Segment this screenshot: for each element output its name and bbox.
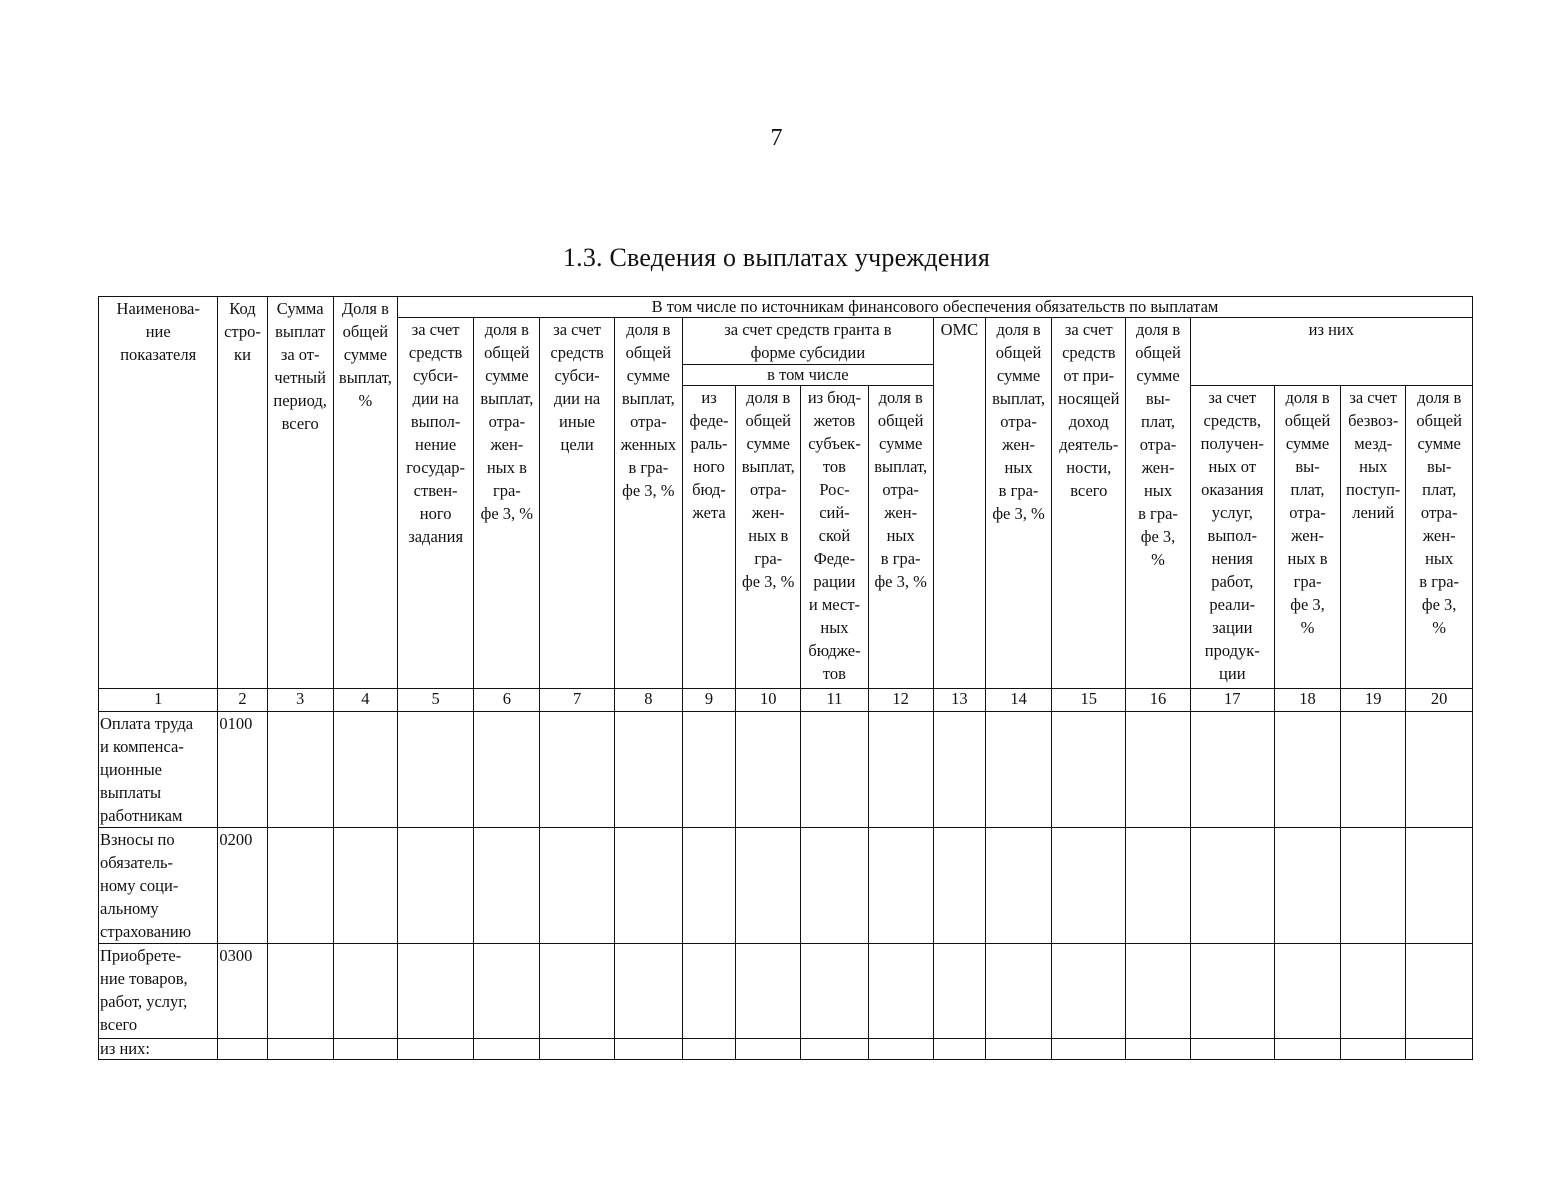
table-cell [614,1039,682,1060]
table-cell [1274,712,1340,828]
table-cell [985,828,1051,944]
header-col-5: за счет средств субси- дии на выпол- нение государ- ствен- ного задания [398,318,474,689]
table-row [99,712,1473,828]
table-cell [1274,1039,1340,1060]
table-cell [540,1039,614,1060]
row-name: Оплата труда и компенса- ционные выплаты работникам [99,712,218,828]
table-cell [474,712,540,828]
table-cell [682,944,735,1039]
header-total-sum: Сумма выплат за от- четный период, всего [267,297,333,689]
table-cell [1052,828,1126,944]
table-cell [1341,828,1406,944]
header-group-grant: за счет средств гранта в форме субсидии [682,318,933,365]
column-number: 15 [1052,689,1126,712]
table-cell [933,1039,985,1060]
table-cell [398,944,474,1039]
column-number: 6 [474,689,540,712]
column-number: 19 [1341,689,1406,712]
column-number: 17 [1190,689,1274,712]
page-number: 7 [770,125,783,151]
table-cell [333,712,397,828]
header-col-9: из феде- раль- ного бюд- жета [682,386,735,689]
header-indicator-name: Наименова- ние показателя [99,297,218,689]
column-number: 20 [1406,689,1473,712]
table-cell [540,944,614,1039]
row-code [218,1039,267,1060]
column-number: 12 [868,689,933,712]
table-cell [1341,1039,1406,1060]
table-cell [333,828,397,944]
column-number-row [99,689,1473,712]
table-cell [868,828,933,944]
row-name: из них: [99,1039,218,1060]
table-cell [736,944,801,1039]
table-cell [933,712,985,828]
table-cell [540,712,614,828]
table-cell [1126,828,1190,944]
column-number: 18 [1274,689,1340,712]
table-cell [985,1039,1051,1060]
payments-table [98,296,1473,1060]
page-title: 1.3. Сведения о выплатах учреждения [562,243,991,272]
header-col-6: доля в общей сумме выплат, отра- жен- ных в гра- фе 3, % [474,318,540,689]
table-cell [267,712,333,828]
column-number: 4 [333,689,397,712]
header-group-of-them: из них [1190,318,1472,386]
table-cell [398,712,474,828]
table-cell [801,712,868,828]
table-cell [736,828,801,944]
table-cell [682,828,735,944]
column-number: 11 [801,689,868,712]
row-name: Взносы по обязатель- ному соци- альному страхованию [99,828,218,944]
column-number: 2 [218,689,267,712]
header-share-total: Доля в общей сумме выплат, % [333,297,397,689]
table-cell [267,944,333,1039]
table-cell [398,1039,474,1060]
header-col-14: доля в общей сумме выплат, отра- жен- ных в гра- фе 3, % [985,318,1051,689]
table-row [99,828,1473,944]
table-cell [1126,712,1190,828]
table-row [99,944,1473,1039]
table-cell [801,828,868,944]
table-cell [1406,712,1473,828]
table-cell [682,712,735,828]
table-cell [267,828,333,944]
row-code: 0200 [218,828,267,944]
header-col-17: за счет средств, получен- ных от оказания услуг, выпол- нения работ, реали- зации продук- ции [1190,386,1274,689]
table-cell [868,944,933,1039]
table-cell [474,1039,540,1060]
table-cell [985,712,1051,828]
row-code: 0300 [218,944,267,1039]
column-number: 13 [933,689,985,712]
table-cell [1052,712,1126,828]
table-cell [801,1039,868,1060]
column-number: 14 [985,689,1051,712]
header-col-11: из бюд- жетов субъек- тов Рос- сий- ской Феде- рации и мест- ных бюдже- тов [801,386,868,689]
table-cell [614,944,682,1039]
table-cell [1052,1039,1126,1060]
column-number: 1 [99,689,218,712]
header-group-including: в том числе [682,365,933,386]
column-number: 5 [398,689,474,712]
table-row [99,1039,1473,1060]
header-col-7: за счет средств субси- дии на иные цели [540,318,614,689]
header-col-20: доля в общей сумме вы- плат, отра- жен- ных в гра- фе 3, % [1406,386,1473,689]
row-code: 0100 [218,712,267,828]
table-cell [474,944,540,1039]
table-cell [1406,944,1473,1039]
table-cell [985,944,1051,1039]
table-cell [1126,1039,1190,1060]
table-cell [1190,1039,1274,1060]
table-cell [1341,712,1406,828]
table-cell [933,828,985,944]
header-col-12: доля в общей сумме выплат, отра- жен- ных в гра- фе 3, % [868,386,933,689]
table-cell [1274,828,1340,944]
table-cell [333,1039,397,1060]
table-cell [1190,712,1274,828]
column-number: 3 [267,689,333,712]
table-cell [1052,944,1126,1039]
table-cell [933,944,985,1039]
table-cell [1274,944,1340,1039]
table-cell [614,712,682,828]
table-cell [1126,944,1190,1039]
header-col-8: доля в общей сумме выплат, отра- женных в гра- фе 3, % [614,318,682,689]
column-number: 9 [682,689,735,712]
table-cell [736,712,801,828]
table-cell [398,828,474,944]
table-cell [801,944,868,1039]
column-number: 16 [1126,689,1190,712]
table-cell [1406,1039,1473,1060]
header-col-19: за счет безвоз- мезд- ных поступ- лений [1341,386,1406,689]
table-cell [1341,944,1406,1039]
header-col-16: доля в общей сумме вы- плат, отра- жен- ных в гра- фе 3, % [1126,318,1190,689]
table-cell [1406,828,1473,944]
column-number: 10 [736,689,801,712]
table-cell [682,1039,735,1060]
table-cell [868,712,933,828]
header-group-sources: В том числе по источникам финансового обеспечения обязательств по выплатам [398,297,1473,318]
header-col-10: доля в общей сумме выплат, отра- жен- ных в гра- фе 3, % [736,386,801,689]
table-cell [333,944,397,1039]
header-col-15: за счет средств от при- носящей доход деятель- ности, всего [1052,318,1126,689]
column-number: 7 [540,689,614,712]
table-cell [1190,944,1274,1039]
header-line-code: Код стро- ки [218,297,267,689]
table-cell [474,828,540,944]
header-col-13: ОМС [933,318,985,689]
row-name: Приобрете- ние товаров, работ, услуг, всего [99,944,218,1039]
header-col-18: доля в общей сумме вы- плат, отра- жен- ных в гра- фе 3, % [1274,386,1340,689]
table-cell [614,828,682,944]
table-cell [1190,828,1274,944]
table-cell [736,1039,801,1060]
table-cell [267,1039,333,1060]
table-cell [540,828,614,944]
column-number: 8 [614,689,682,712]
table-cell [868,1039,933,1060]
